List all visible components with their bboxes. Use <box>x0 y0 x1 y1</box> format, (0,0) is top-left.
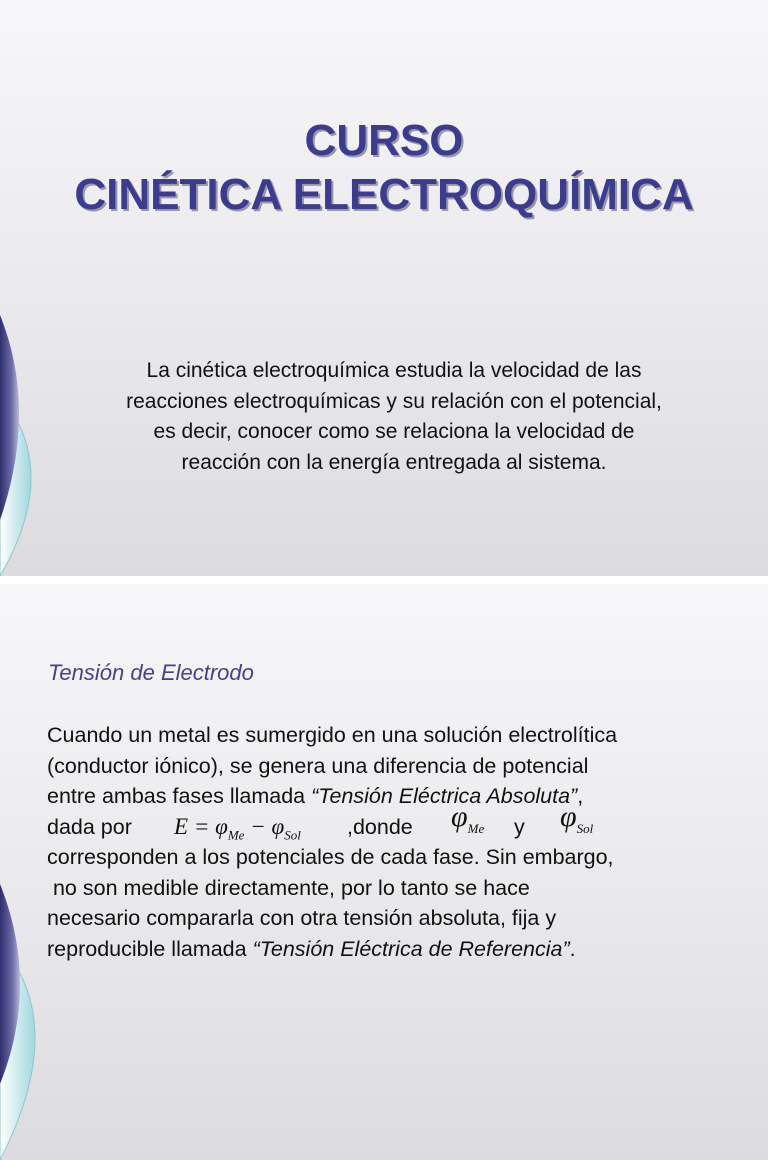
intro-line: reacciones electroquímicas y su relación con el potencial, <box>126 389 662 413</box>
body-text: ,donde <box>347 814 413 839</box>
body-line: Cuando un metal es sumergido en una solución electrolítica <box>47 723 618 747</box>
section-heading: Tensión de Electrodo <box>48 660 254 685</box>
eq-subscript: Me <box>227 827 245 843</box>
slide-1 <box>0 0 768 576</box>
intro-line: La cinética electroquímica estudia la velocidad de las <box>146 359 642 382</box>
body-text: dada por <box>47 814 132 839</box>
body-line: no son medible directamente, por lo tanto se hace <box>47 875 530 900</box>
body-text: entre ambas fases llamada <box>47 784 312 808</box>
eq-subscript: Sol <box>284 827 301 843</box>
eq-symbol: E <box>174 813 189 839</box>
body-text: . <box>569 936 576 961</box>
body-line: necesario compararla con otra tensión absoluta, fija y <box>47 906 557 930</box>
body-text: y <box>514 814 525 839</box>
body-text: , <box>577 784 584 808</box>
eq-symbol: φ <box>215 813 228 839</box>
body-line: corresponden a los potenciales de cada fase. Sin embargo, <box>47 845 614 869</box>
phi-me-symbol <box>451 799 485 845</box>
body-line <box>47 781 757 812</box>
absolute-tension-term: “Tensión Eléctrica Absoluta” <box>311 784 578 808</box>
phi-sol-symbol <box>560 799 594 845</box>
intro-line: es decir, conocer como se relaciona la velocidad de <box>153 420 635 443</box>
equation-line <box>47 799 757 843</box>
eq-symbol: φ <box>451 799 468 833</box>
intro-line: reacción con la energía entregada al sistema. <box>181 450 607 474</box>
intro-paragraph <box>54 356 734 478</box>
body-paragraph <box>47 720 757 964</box>
eq-subscript: Me <box>467 820 485 836</box>
body-text: reproducible llamada <box>47 936 253 961</box>
course-title-line-2: CINÉTICA ELECTROQUÍMICA <box>74 170 694 219</box>
eq-symbol: − <box>244 813 272 839</box>
eq-symbol: φ <box>271 813 285 839</box>
eq-symbol: φ <box>560 799 577 833</box>
tension-equation <box>174 812 301 851</box>
body-line <box>47 934 757 965</box>
eq-symbol: = <box>188 813 216 839</box>
body-line: (conductor iónico), se genera una diferencia de potencial <box>47 753 589 778</box>
eq-subscript: Sol <box>576 820 594 836</box>
decorative-arc <box>0 0 80 576</box>
reference-tension-term: “Tensión Eléctrica de Referencia” <box>252 936 570 961</box>
course-title-line-1: CURSO <box>304 116 464 165</box>
